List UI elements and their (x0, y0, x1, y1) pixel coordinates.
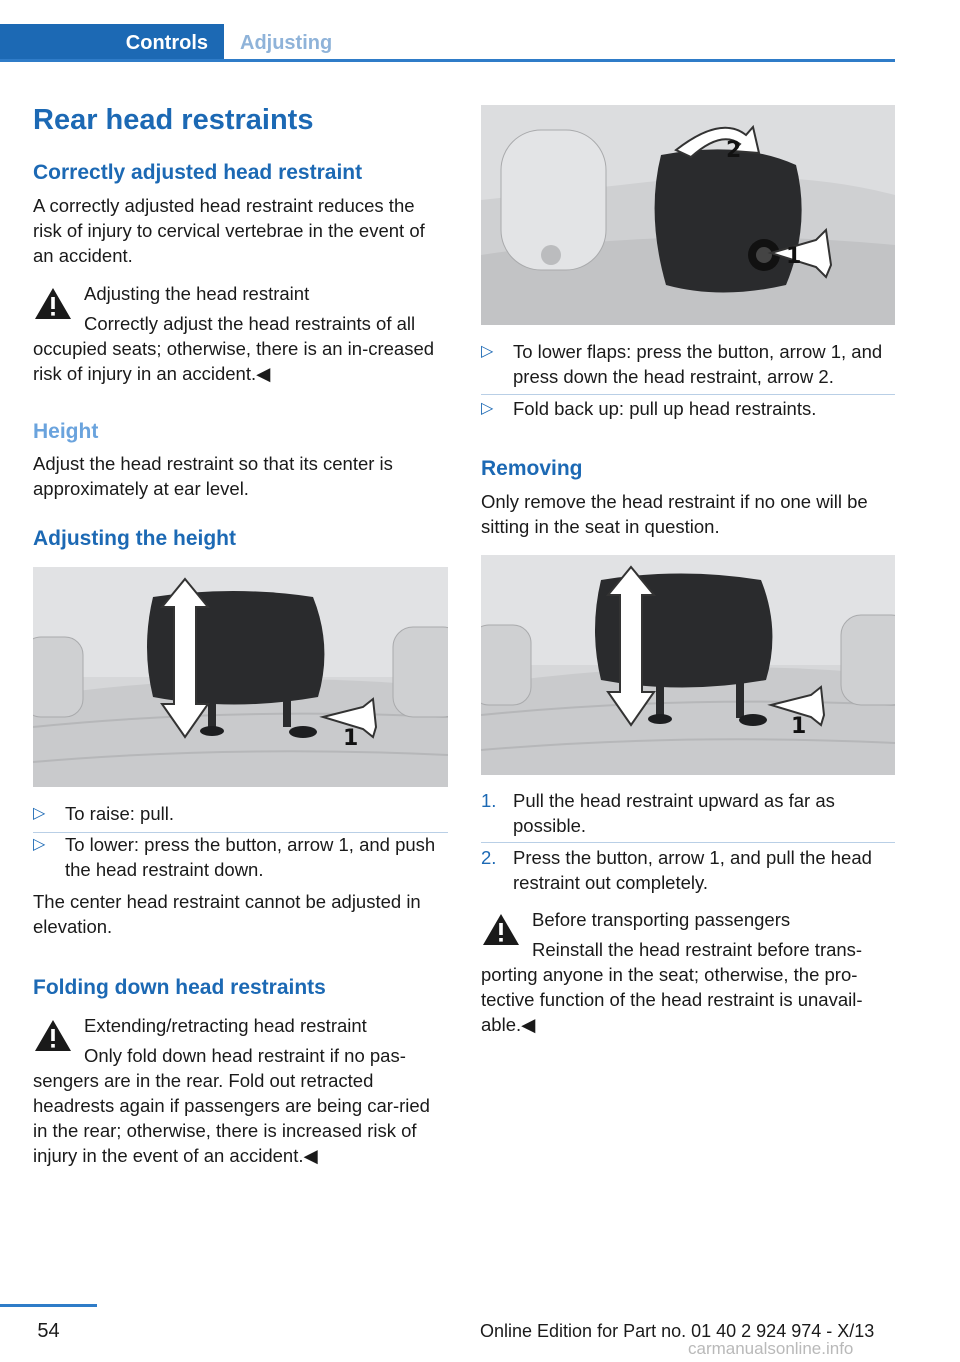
center-restraint-note: The center head restraint cannot be adjusted in elevation. (33, 891, 421, 937)
arrow-label-1: 1 (791, 714, 807, 739)
bullet-icon: ▷ (481, 343, 494, 360)
bullet-icon: ▷ (481, 400, 494, 417)
warning-adjusting (33, 281, 448, 384)
warning-title: Extending/retracting head restraint (84, 1015, 367, 1036)
removal-illustration (481, 555, 895, 775)
step-text: Press the button, arrow 1, and pull the head restraint out completely. (513, 847, 872, 893)
height-adjust-illustration (33, 567, 448, 787)
warning-body: Reinstall the head restraint before trans‐porting anyone in the seat; otherwise, the pro‐tective function of the head restraint is unavail‐able.◀ (481, 939, 863, 1035)
warning-folding (33, 1013, 448, 1173)
heading-folding: Folding down head restraints (33, 976, 326, 999)
page-title: Rear head restraints (33, 104, 314, 136)
step-divider (481, 842, 895, 843)
list-item (33, 832, 448, 882)
warning-title: Adjusting the head restraint (84, 283, 310, 304)
header-rule (0, 59, 895, 62)
bullet-text: To lower flaps: press the button, arrow 1, and press down the head restraint, arrow 2. (513, 341, 883, 387)
page-header (0, 24, 895, 62)
list-item (33, 801, 448, 826)
bullet-text: Fold back up: pull up head restraints. (513, 398, 817, 419)
edition-footer: Online Edition for Part no. 01 40 2 924 974 - X/13 (480, 1321, 875, 1341)
fold-down-illustration (481, 105, 895, 325)
height-body: Adjust the head restraint so that its center is approximately at ear level. (33, 453, 393, 499)
bullet-icon: ▷ (33, 805, 46, 822)
arrow-label-1: 1 (343, 726, 359, 751)
warning-body: Only fold down head restraint if no pas‐sengers are in the rear. Fold out retracted headrests again if passengers are being car‐ried in the rear; otherwise, there is increased risk of injury in the event of an accident.◀ (33, 1045, 430, 1166)
list-item (481, 396, 895, 421)
warning-transporting (481, 907, 895, 1047)
arrow-label-2: 2 (726, 138, 742, 163)
step-text: Pull the head restraint upward as far as possible. (513, 790, 835, 836)
bullet-text: To raise: pull. (65, 803, 174, 824)
list-item (481, 788, 895, 838)
watermark: carmanualsonline.info (688, 1339, 854, 1358)
heading-height: Height (33, 420, 99, 443)
bullet-text: To lower: press the button, arrow 1, and push the head restraint down. (65, 834, 436, 880)
section-tab-adjusting: Adjusting (240, 32, 333, 54)
correct-body: A correctly adjusted head restraint reduces the risk of injury to cervical vertebrae in the event of an accident. (33, 195, 425, 266)
heading-correct: Correctly adjusted head restraint (33, 161, 363, 184)
section-tab-controls: Controls (0, 24, 224, 62)
bullet-icon: ▷ (33, 836, 46, 853)
bullet-divider (481, 394, 895, 395)
page-number: 54 (37, 1320, 60, 1342)
removing-body: Only remove the head restraint if no one will be sitting in the seat in question. (481, 491, 868, 537)
page-number-rule (0, 1304, 97, 1307)
arrow-label-1: 1 (786, 244, 802, 269)
heading-adjusting-height: Adjusting the height (33, 527, 236, 550)
list-item (481, 339, 895, 389)
list-item (481, 845, 895, 895)
warning-title: Before transporting passengers (532, 909, 791, 930)
warning-body: Correctly adjust the head restraints of all occupied seats; otherwise, there is an in‐creased risk of injury in an accident.◀ (33, 313, 435, 384)
heading-removing: Removing (481, 457, 583, 480)
step-number: 2. (481, 847, 497, 868)
step-number: 1. (481, 790, 497, 811)
